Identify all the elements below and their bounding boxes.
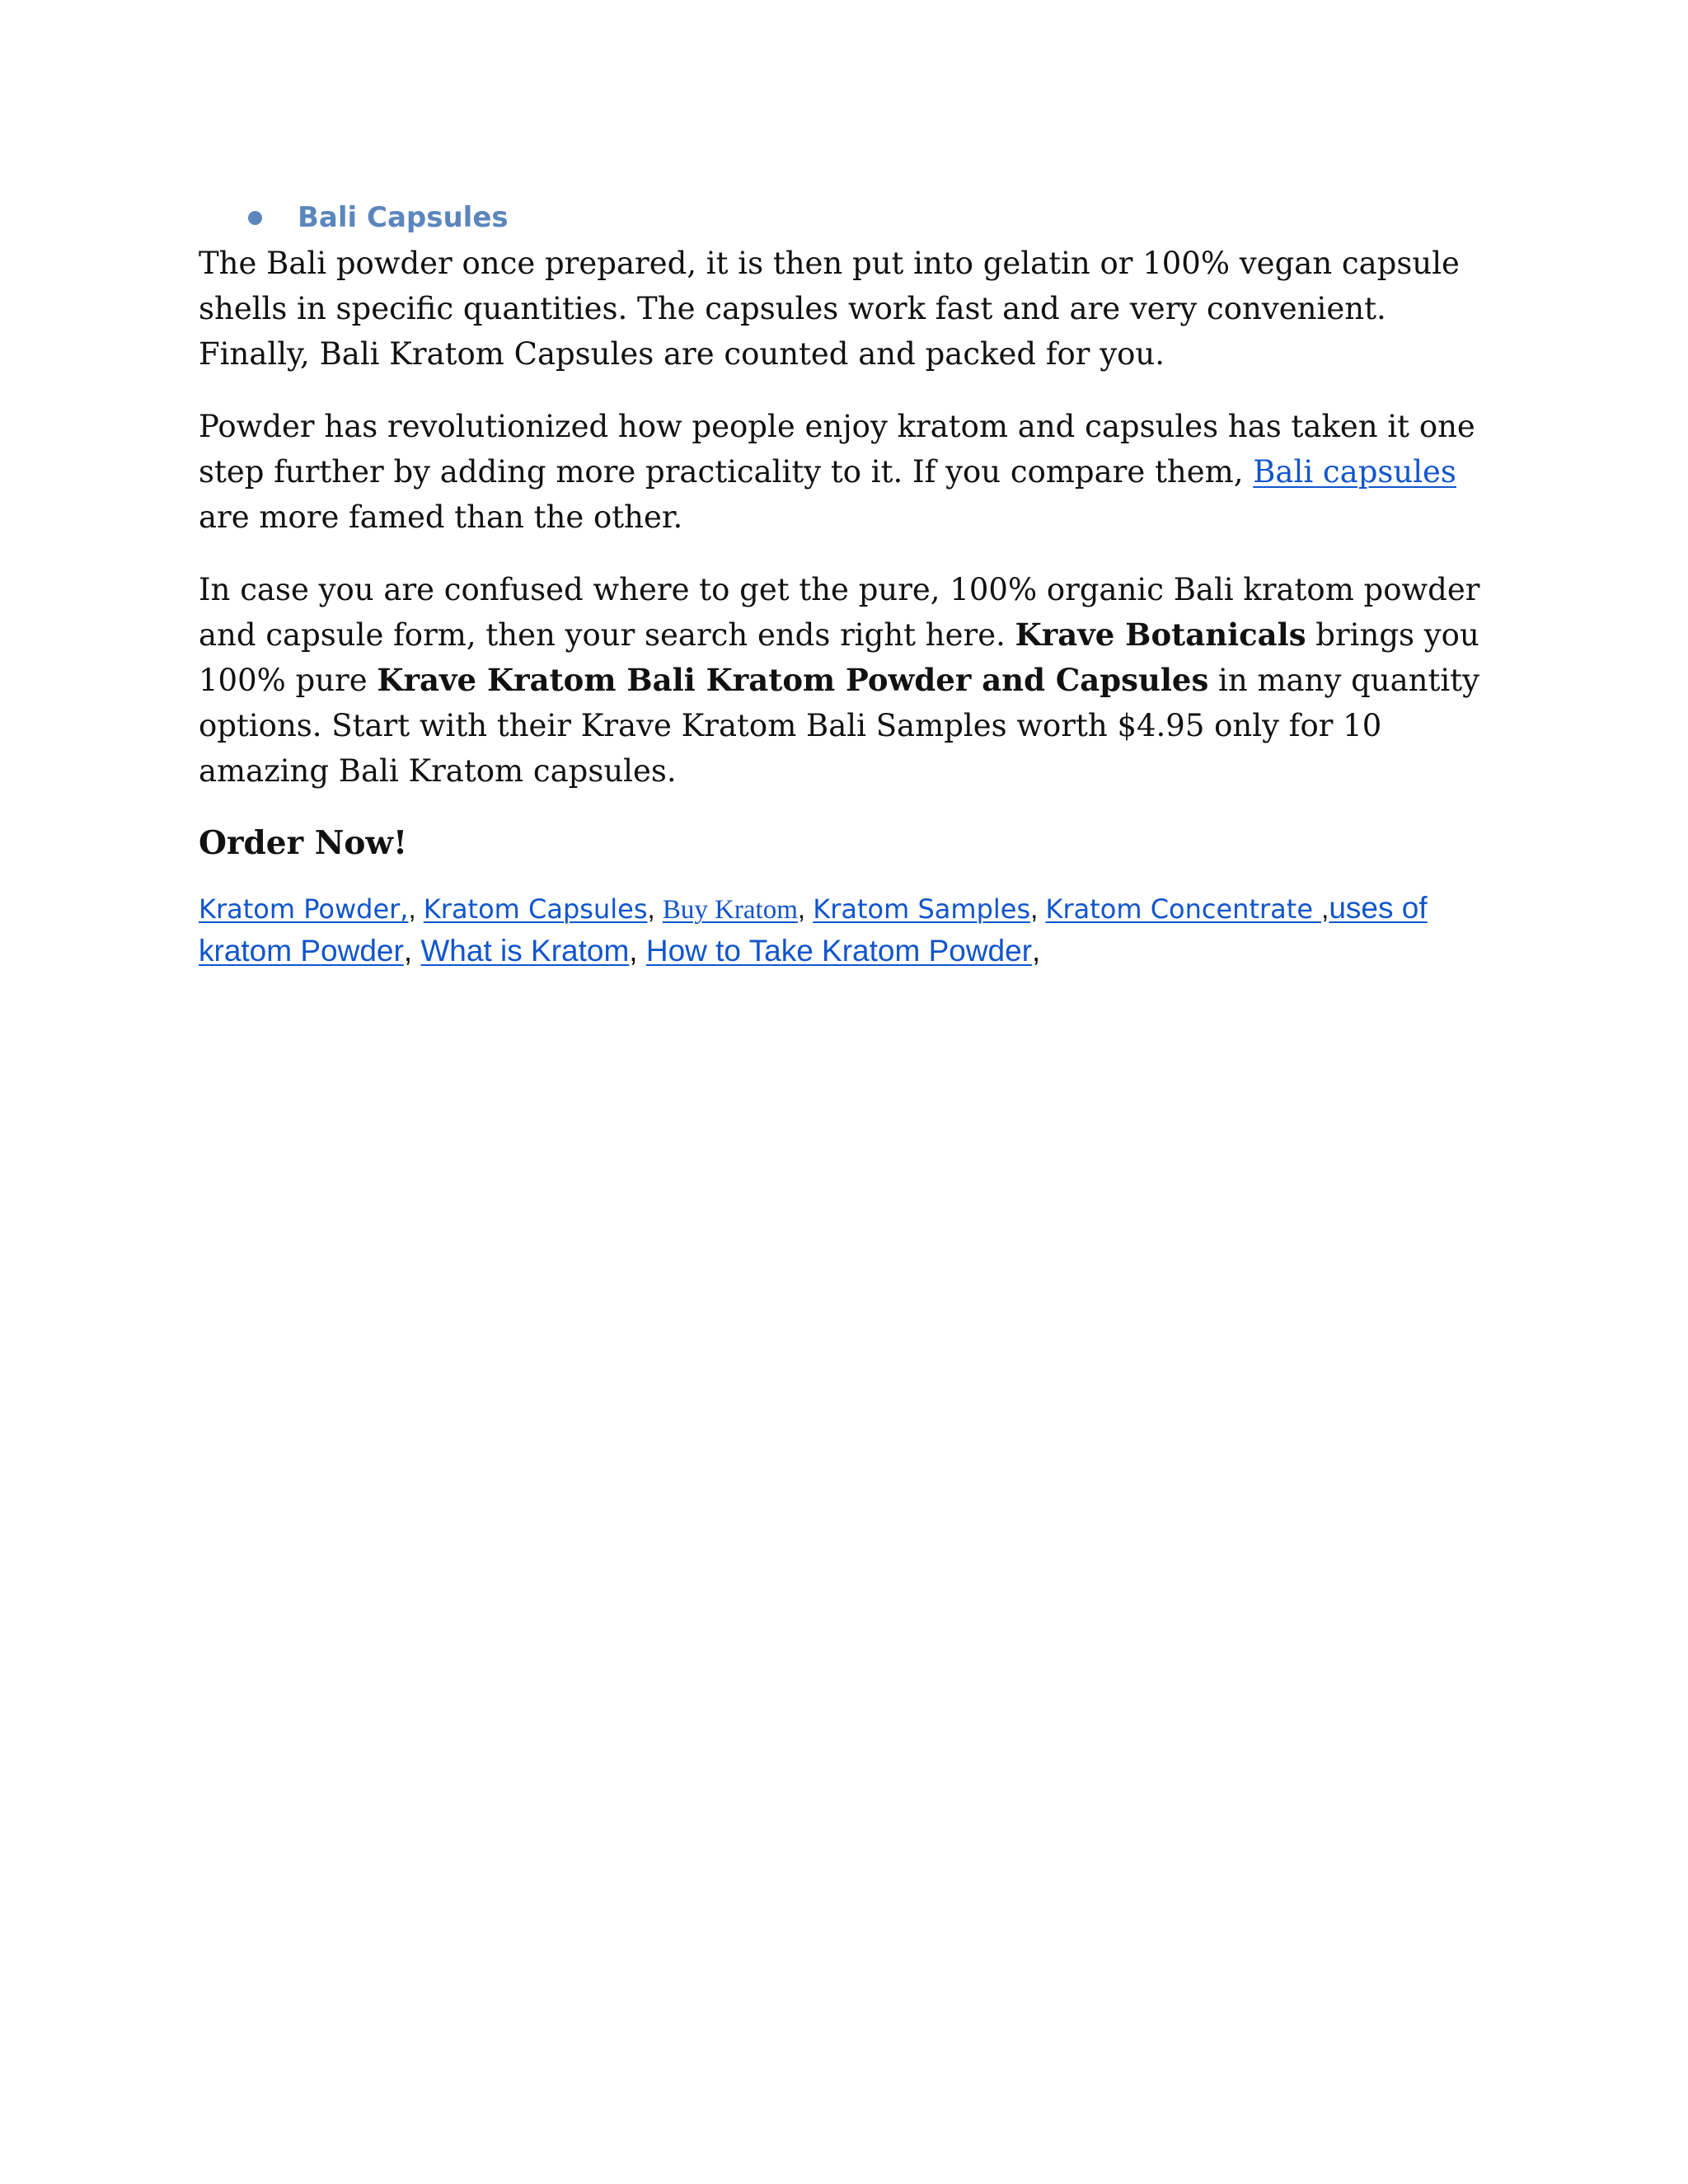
paragraph-text: In case you are confused where to get the pure, 100% organic Bali kratom powder and capsule form, then your search ends right here.: [199, 572, 1480, 653]
order-now-heading: Order Now!: [199, 824, 408, 862]
what-is-kratom-link[interactable]: What is Kratom: [420, 934, 630, 968]
paragraph-text: are more famed than the other.: [199, 499, 683, 535]
paragraph-text: in many quantity options. Start with their Krave Kratom Bali Samples worth $4.95 only for 10 amazing Bali Kratom capsules.: [199, 663, 1479, 789]
link-separator: ,: [403, 934, 421, 968]
kratom-concentrate-link[interactable]: Kratom Concentrate: [1045, 893, 1322, 925]
product-name: Krave Kratom Bali Kratom Powder and Capsules: [377, 662, 1209, 698]
link-separator: ,: [1032, 934, 1041, 968]
uses-of-kratom-powder-link[interactable]: uses of kratom Powder: [199, 891, 1428, 968]
brand-name: Krave Botanicals: [1015, 616, 1306, 653]
heading-text: Bali Capsules: [298, 200, 509, 234]
paragraph-capsules-intro: The Bali powder once prepared, it is then put into gelatin or 100% vegan capsule shells in specific quantities. The capsules work fast and are very convenient. Finally, Bali Kratom Capsules are counted and packed for you.: [199, 246, 1460, 372]
link-separator: ,: [629, 934, 646, 968]
kratom-capsules-link[interactable]: Kratom Capsules: [423, 893, 648, 925]
related-links: [199, 888, 1501, 972]
paragraph-text: brings you 100% pure: [199, 617, 1479, 698]
kratom-powder-link[interactable]: Kratom Powder,: [199, 893, 409, 925]
buy-kratom-link[interactable]: Buy Kratom: [662, 895, 798, 925]
paragraph-text: Powder has revolutionized how people enjoy kratom and capsules has taken it one step further by adding more practicality to it. If you compare them,: [199, 409, 1475, 490]
how-to-take-kratom-powder-link[interactable]: How to Take Kratom Powder: [645, 934, 1033, 968]
paragraph-where-to-buy: [199, 567, 1501, 794]
bali-capsules-link[interactable]: Bali capsules: [1253, 454, 1456, 490]
bullet-icon: [248, 211, 262, 225]
link-separator: ,: [1030, 893, 1046, 924]
paragraph-powder-vs-capsules: [199, 404, 1501, 540]
link-separator: ,: [1321, 893, 1329, 924]
kratom-samples-link[interactable]: Kratom Samples: [813, 893, 1031, 925]
link-separator: ,: [797, 893, 814, 924]
document-body: [199, 194, 1501, 972]
link-separator: ,: [408, 893, 424, 924]
bullet-heading: [248, 194, 1501, 241]
link-separator: ,: [647, 893, 663, 924]
